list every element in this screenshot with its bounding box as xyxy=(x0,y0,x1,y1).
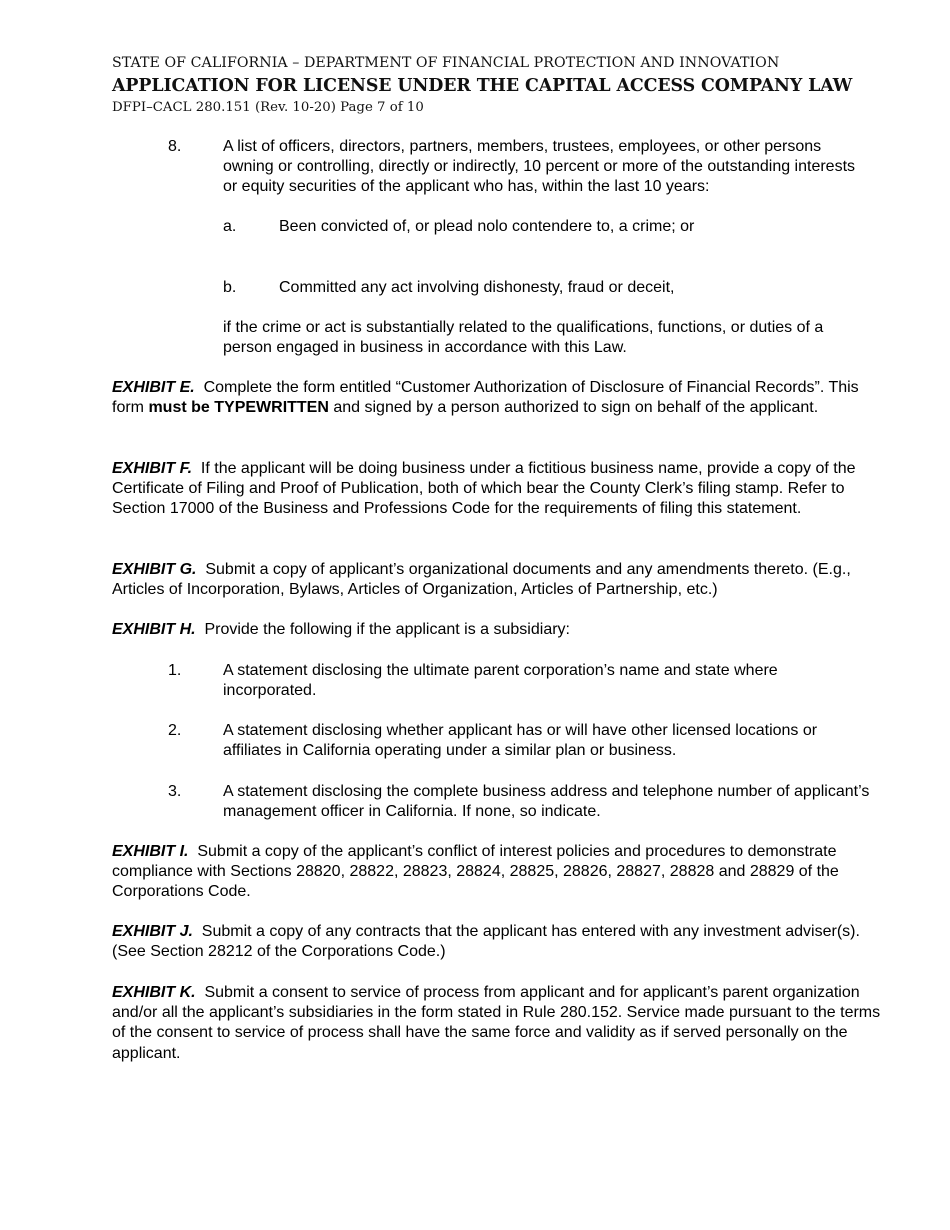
exhibit-k xyxy=(112,983,882,1064)
sub-b-text: Committed any act involving dishonesty, fraud or deceit, xyxy=(279,279,675,296)
exhibit-g-label: EXHIBIT G. xyxy=(112,561,197,578)
sub-a-letter: a. xyxy=(223,218,237,235)
sub-a-text: Been convicted of, or plead nolo contendere to, a crime; or xyxy=(279,218,695,235)
form-title: APPLICATION FOR LICENSE UNDER THE CAPITAL ACCESS COMPANY LAW xyxy=(112,76,853,96)
exhibit-i xyxy=(112,842,887,903)
exhibit-e-bold: must be TYPEWRITTEN xyxy=(148,399,329,417)
exhibit-h-item-2-text: A statement disclosing whether applicant has or will have other licensed locations or affiliates in California operating under a similar plan or business. xyxy=(223,722,818,760)
exhibit-f-label: EXHIBIT F. xyxy=(112,460,193,477)
item-8-text: A list of officers, directors, partners, members, trustees, employees, or other persons owning or controlling, directly or indirectly, 10 percent or more of the outstanding interests or equity securities of the applicant who has, within the last 10 years: xyxy=(223,138,856,196)
item-8-tail-text: if the crime or act is substantially related to the qualifications, functions, or duties of a person engaged in business in accordance with this Law. xyxy=(223,319,824,357)
exhibit-g xyxy=(112,560,882,600)
exhibit-k-label: EXHIBIT K. xyxy=(112,984,196,1001)
exhibit-h-item-1-text: A statement disclosing the ultimate parent corporation’s name and state where incorporated. xyxy=(223,662,778,700)
exhibit-i-text: Submit a copy of the applicant’s conflict of interest policies and procedures to demonstrate compliance with Sections 28820, 28822, 28823, 28824, 28825, 28826, 28827, 28828 and 28829 of the Corporations Code. xyxy=(112,843,839,901)
exhibit-k-text: Submit a consent to service of process from applicant and for applicant’s parent organization and/or all the applicant’s subsidiaries in the form stated in Rule 280.152. Service made pursuant to the terms of the consent to service of process shall have the same force and validity as if served personally on the applicant. xyxy=(112,984,881,1062)
exhibit-h-item-1-number: 1. xyxy=(168,662,182,679)
exhibit-h-item-2-number: 2. xyxy=(168,722,182,739)
exhibit-j xyxy=(112,922,882,962)
sub-b-letter: b. xyxy=(223,279,237,296)
exhibit-h-item-3-text: A statement disclosing the complete business address and telephone number of applicant’s management officer in California. If none, so indicate. xyxy=(223,783,870,821)
form-id-page: DFPI–CACL 280.151 (Rev. 10-20) Page 7 of 10 xyxy=(112,100,424,115)
exhibit-i-label: EXHIBIT I. xyxy=(112,843,189,860)
exhibit-f-text: If the applicant will be doing business under a fictitious business name, provide a copy of the Certificate of Filing and Proof of Publication, both of which bear the County Clerk’s filing stamp. Refer to Section 17000 of the Business and Professions Code for the requirements of filing this statement. xyxy=(112,460,856,518)
exhibit-j-label: EXHIBIT J. xyxy=(112,923,193,940)
agency-header: STATE OF CALIFORNIA – DEPARTMENT OF FINANCIAL PROTECTION AND INNOVATION xyxy=(112,55,780,71)
exhibit-g-text: Submit a copy of applicant’s organizational documents and any amendments thereto. (E.g., Articles of Incorporation, Bylaws, Articles of Organization, Articles of Partnership, etc.) xyxy=(112,561,851,599)
exhibit-e-text-before: Complete the form entitled “Customer Authorization of Disclosure of Financial Records”. This form xyxy=(112,379,859,417)
exhibit-e-label: EXHIBIT E. xyxy=(112,379,195,396)
exhibit-h xyxy=(112,620,882,640)
item-8-number: 8. xyxy=(168,138,182,155)
exhibit-h-text: Provide the following if the applicant is a subsidiary: xyxy=(204,621,570,638)
exhibit-e-text-after: and signed by a person authorized to sign on behalf of the applicant. xyxy=(328,399,819,417)
exhibit-f xyxy=(112,459,882,520)
exhibit-h-item-3-number: 3. xyxy=(168,783,182,800)
exhibit-h-label: EXHIBIT H. xyxy=(112,621,196,638)
exhibit-j-text: Submit a copy of any contracts that the applicant has entered with any investment adviser(s). (See Section 28212 of the Corporations Code.) xyxy=(112,923,860,961)
exhibit-e xyxy=(112,378,882,418)
